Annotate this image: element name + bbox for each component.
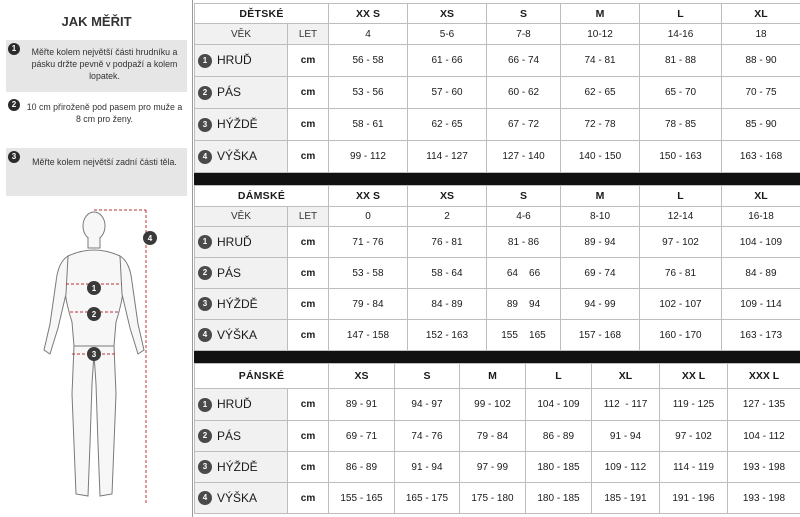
size-label: XS [408,186,487,207]
measure-label [195,109,288,141]
section-separator [194,351,800,363]
size-label: XX L [660,364,728,389]
unit-cell: cm [288,452,329,483]
row-number-badge: 4 [198,491,212,505]
measure-name: VÝŠKA [217,149,258,164]
row-number-badge: 1 [198,54,212,68]
measure-label [195,77,288,109]
size-value: 76 - 81 [408,227,487,258]
size-value: 64 66 [487,258,561,289]
size-value: 140 - 150 [561,141,640,173]
svg-text:3: 3 [91,350,97,359]
age-value: 2 [408,207,487,227]
row-number-badge: 3 [198,297,212,311]
unit-cell: cm [288,421,329,452]
size-value: 127 - 140 [487,141,561,173]
measure-label [195,289,288,320]
size-value: 81 - 88 [640,45,722,77]
size-value: 104 - 109 [722,227,800,258]
age-row [195,207,800,227]
size-value: 72 - 78 [561,109,640,141]
size-label: S [487,186,561,207]
size-value: 74 - 81 [561,45,640,77]
size-value: 70 - 75 [722,77,800,109]
measure-name: HÝŽDĚ [217,296,258,311]
size-value: 60 - 62 [487,77,561,109]
size-value: 56 - 58 [329,45,408,77]
size-value: 97 - 102 [640,227,722,258]
size-value: 53 - 56 [329,77,408,109]
size-label: XXX L [728,364,800,389]
size-value: 67 - 72 [487,109,561,141]
measure-label [195,483,288,514]
size-value: 193 - 198 [728,452,800,483]
size-value: 97 - 102 [660,421,728,452]
size-value: 104 - 109 [526,389,592,421]
measure-label [195,421,288,452]
size-value: 65 - 70 [640,77,722,109]
size-value: 185 - 191 [592,483,660,514]
size-value: 160 - 170 [640,320,722,351]
row-number-badge: 4 [198,150,212,164]
table-group-name: PÁNSKÉ [195,364,329,389]
size-value: 163 - 168 [722,141,800,173]
size-label: XL [722,186,800,207]
measure-name: PÁS [217,265,242,280]
size-value: 180 - 185 [526,452,592,483]
size-value: 152 - 163 [408,320,487,351]
size-label: M [561,4,640,24]
row-number-badge: 1 [198,235,212,249]
size-value: 127 - 135 [728,389,800,421]
table-row [195,109,800,141]
measure-label [195,389,288,421]
size-value: 165 - 175 [395,483,460,514]
figure-marker-waist [87,307,101,321]
size-value: 191 - 196 [660,483,728,514]
size-label: L [640,186,722,207]
size-value: 150 - 163 [640,141,722,173]
age-unit: LET [288,24,329,45]
measure-name: VÝŠKA [217,327,258,342]
size-header-row [195,364,800,389]
size-header-row [195,186,800,207]
age-value: 5-6 [408,24,487,45]
step-text: 10 cm přiroženě pod pasem pro muže a 8 cm pro ženy. [26,102,183,124]
unit-cell: cm [288,227,329,258]
size-value: 94 - 97 [395,389,460,421]
size-value: 62 - 65 [561,77,640,109]
unit-cell: cm [288,389,329,421]
measure-name: HRUĎ [217,397,252,412]
size-header-row [195,4,800,24]
unit-cell: cm [288,109,329,141]
row-number-badge: 1 [198,398,212,412]
measure-label [195,227,288,258]
table-row [195,141,800,173]
size-value: 119 - 125 [660,389,728,421]
size-value: 89 94 [487,289,561,320]
table-row [195,421,800,452]
step-text: Měřte kolem největší části hrudníku a pásku držte pevně v podpaží a kolem lopatek. [31,47,178,81]
size-value: 102 - 107 [640,289,722,320]
measure-name: PÁS [217,428,242,443]
age-value: 10-12 [561,24,640,45]
size-value: 155 - 165 [329,483,395,514]
size-value: 104 - 112 [728,421,800,452]
step-number-badge: 2 [8,99,20,111]
unit-cell: cm [288,77,329,109]
age-value: 12-14 [640,207,722,227]
figure-marker-chest [87,281,101,295]
kids-size-table [194,3,800,173]
size-value: 69 - 74 [561,258,640,289]
size-label: S [487,4,561,24]
size-value: 61 - 66 [408,45,487,77]
size-label: XX S [329,4,408,24]
table-row [195,452,800,483]
svg-text:4: 4 [147,234,153,243]
size-value: 78 - 85 [640,109,722,141]
table-row [195,77,800,109]
size-label: L [526,364,592,389]
size-value: 99 - 102 [460,389,526,421]
age-value: 18 [722,24,800,45]
size-label: S [395,364,460,389]
unit-cell: cm [288,45,329,77]
measure-label [195,141,288,173]
measure-label [195,258,288,289]
age-value: 4-6 [487,207,561,227]
size-value: 109 - 114 [722,289,800,320]
age-value: 16-18 [722,207,800,227]
age-label: VĚK [195,207,288,227]
body-figure-illustration [28,204,168,514]
size-label: XS [329,364,395,389]
age-value: 4 [329,24,408,45]
unit-cell: cm [288,483,329,514]
size-value: 147 - 158 [329,320,408,351]
size-value: 157 - 168 [561,320,640,351]
table-row [195,320,800,351]
size-value: 155 165 [487,320,561,351]
row-number-badge: 3 [198,118,212,132]
table-row [195,227,800,258]
step-number-badge: 3 [8,151,20,163]
how-to-measure-title: JAK MĚŘIT [61,14,132,29]
table-row [195,258,800,289]
row-number-badge: 4 [198,328,212,342]
size-value: 180 - 185 [526,483,592,514]
age-value: 14-16 [640,24,722,45]
size-value: 58 - 61 [329,109,408,141]
size-value: 53 - 58 [329,258,408,289]
age-unit: LET [288,207,329,227]
men-size-table [194,363,800,514]
measure-name: HÝŽDĚ [217,459,258,474]
size-value: 89 - 91 [329,389,395,421]
size-value: 175 - 180 [460,483,526,514]
row-number-badge: 3 [198,460,212,474]
measure-step-chest [6,40,187,92]
women-size-table [194,185,800,351]
size-value: 84 - 89 [722,258,800,289]
size-value: 85 - 90 [722,109,800,141]
step-number-badge: 1 [8,43,20,55]
unit-cell: cm [288,258,329,289]
size-value: 58 - 64 [408,258,487,289]
row-number-badge: 2 [198,266,212,280]
size-value: 109 - 112 [592,452,660,483]
figure-marker-height [143,231,157,245]
age-label: VĚK [195,24,288,45]
measure-name: HRUĎ [217,53,252,68]
size-label: XS [408,4,487,24]
step-text: Měřte kolem největší zadní části těla. [32,157,177,167]
size-value: 97 - 99 [460,452,526,483]
row-number-badge: 2 [198,86,212,100]
age-row [195,24,800,45]
size-value: 81 - 86 [487,227,561,258]
size-value: 66 - 74 [487,45,561,77]
size-label: XL [592,364,660,389]
measure-name: HRUĎ [217,234,252,249]
size-label: XX S [329,186,408,207]
measure-step-waist [6,96,187,140]
measure-label [195,45,288,77]
measure-label [195,452,288,483]
table-row [195,45,800,77]
svg-text:2: 2 [91,310,97,319]
unit-cell: cm [288,141,329,173]
unit-cell: cm [288,289,329,320]
size-value: 76 - 81 [640,258,722,289]
figure-marker-hips [87,347,101,361]
size-value: 114 - 127 [408,141,487,173]
size-value: 91 - 94 [592,421,660,452]
measure-step-hips [6,148,187,196]
table-group-name: DÁMSKÉ [195,186,329,207]
size-value: 94 - 99 [561,289,640,320]
table-row [195,483,800,514]
measure-name: HÝŽDĚ [217,117,258,132]
table-row [195,289,800,320]
age-value: 7-8 [487,24,561,45]
size-value: 79 - 84 [329,289,408,320]
size-value: 62 - 65 [408,109,487,141]
size-value: 71 - 76 [329,227,408,258]
unit-cell: cm [288,320,329,351]
section-separator [194,173,800,185]
table-row [195,389,800,421]
size-value: 114 - 119 [660,452,728,483]
age-value: 8-10 [561,207,640,227]
table-group-name: DĚTSKÉ [195,4,329,24]
size-value: 69 - 71 [329,421,395,452]
row-number-badge: 2 [198,429,212,443]
size-value: 57 - 60 [408,77,487,109]
size-label: XL [722,4,800,24]
size-value: 88 - 90 [722,45,800,77]
age-value: 0 [329,207,408,227]
size-value: 99 - 112 [329,141,408,173]
size-value: 91 - 94 [395,452,460,483]
svg-text:1: 1 [91,284,97,293]
size-value: 79 - 84 [460,421,526,452]
size-label: L [640,4,722,24]
measure-name: PÁS [217,85,242,100]
size-value: 86 - 89 [526,421,592,452]
size-value: 112 - 117 [592,389,660,421]
how-to-measure-panel [0,0,193,517]
size-value: 84 - 89 [408,289,487,320]
measure-label [195,320,288,351]
measure-name: VÝŠKA [217,490,258,505]
size-label: M [460,364,526,389]
size-value: 74 - 76 [395,421,460,452]
size-value: 193 - 198 [728,483,800,514]
size-value: 86 - 89 [329,452,395,483]
size-value: 89 - 94 [561,227,640,258]
size-value: 163 - 173 [722,320,800,351]
size-label: M [561,186,640,207]
